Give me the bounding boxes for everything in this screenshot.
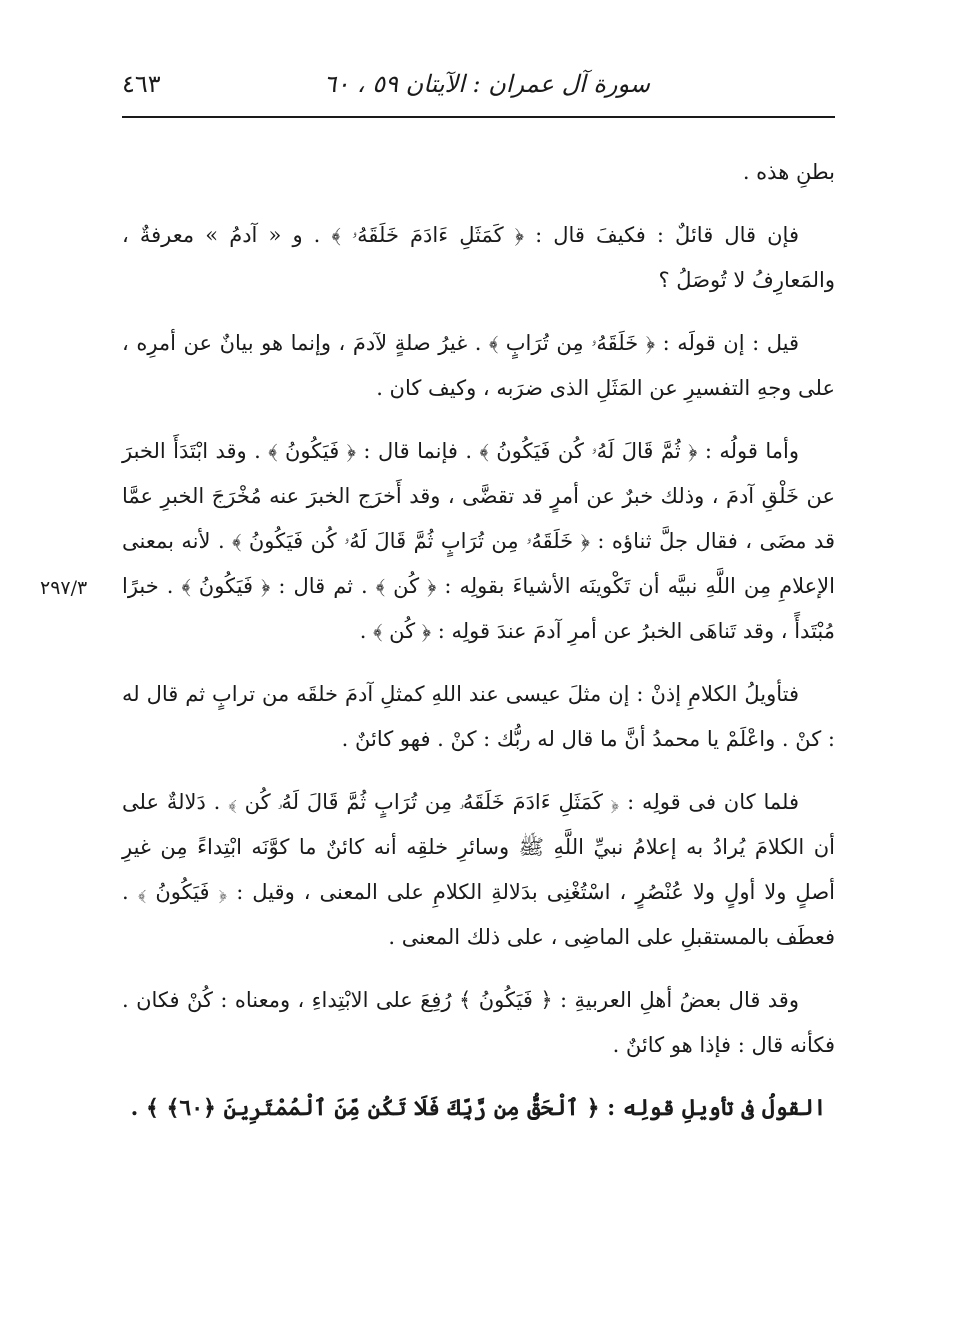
running-title: سورة آل عمران : الآيتان ٥٩ ، ٦٠ <box>323 70 650 98</box>
header-rule <box>122 116 835 118</box>
page-number: ٤٦٣ <box>122 70 161 98</box>
paragraph-7: وقد قال بعضُ أهلِ العربيةِ : ﴿ فَيَكُونُ ﴾ رُفِعَ على الابْتِداءِ ، ومعناه : كُنْ فكان . فكأنه قال : فإذا هو كائنٌ . <box>122 988 835 1057</box>
section-heading: القولُ فى تأويلِ قولِه : ﴿ ٱلْحَقُّ مِن رَّبِّكَ فَلَا تَكُن مِّنَ ٱلْمُمْتَرِينَ ﴿٦٠﴾ ﴾ . <box>130 1095 827 1121</box>
page-header <box>122 70 835 100</box>
paragraph-4: وأما قولُه : ﴿ ثُمَّ قَالَ لَهُۥ كُن فَيَكُونُ ﴾ . فإنما قال : ﴿ فَيَكُونُ ﴾ . وقد ابْتَدَأَ الخبرَ عن خَلْقِ آدمَ ، وذلك خبرٌ عن أمرٍ قد تقضَّى ، وقد أَخرَج الخبرَ عنه مُخْرَجَ الخبرِ عمَّا قد مضَى ، فقال جلَّ ثناؤه : ﴿ خَلَقَهُۥ مِن تُرَابٍ ثُمَّ قَالَ لَهُۥ كُن فَيَكُونُ ﴾ . لأنه بمعنى الإعلامِ مِن اللَّهِ نبيَّه أن تَكْوينَه الأشياءَ بقولِه : ﴿ كُن ﴾ . ثم قال : ﴿ فَيَكُونُ ﴾ . خبرًا مُبْتَدأً ، وقد تَناهَى الخبرُ عن أمرِ آدمَ عندَ قولِه : ﴿ كُن ﴾ . <box>122 439 835 643</box>
page-body <box>122 150 835 1149</box>
paragraph-3: قيل : إن قولَه : ﴿ خَلَقَهُۥ مِن تُرَابٍ ﴾ . غيرُ صلةٍ لآدمَ ، وإنما هو بيانٌ عن أمرِه ، على وجهِ التفسيرِ عن المَثَلِ الذى ضرَبه ، وكيف كان . <box>122 331 835 400</box>
paragraph-5: فتأويلُ الكلامِ إذنْ : إن مثلَ عيسى عند اللهِ كمثلِ آدمَ خلقَه من ترابٍ ثم قال له : كنْ . واعْلَمْ يا محمدُ أنَّ ما قال له ربُّك : كنْ . فهو كائنٌ . <box>122 682 835 751</box>
paragraph-2: فإن قال قائلٌ : فكيفَ قال : ﴿ كَمَثَلِ ءَادَمَ خَلَقَهُۥ ﴾ . و « آدمُ » معرفةٌ ، والمَعارِفُ لا تُوصَلُ ؟ <box>122 223 835 292</box>
paragraph-6: فلما كان فى قولِه : ﴿ كَمَثَلِ ءَادَمَ خَلَقَهُۥ مِن تُرَابٍ ثُمَّ قَالَ لَهُۥ كُن ﴾ . دَلالةٌ على أن الكلامَ يُرادُ به إعلامُ نبيِّ اللَّهِ ﷺ وسائرِ خلقِه أنه كائنٌ ما كوَّنَه ابْتِداءً مِن غيرِ أصلٍ ولا أولٍ ولا عُنْصُرٍ ، اسْتُغْنِى بدَلالةِ الكلامِ على المعنى ، وقيل : ﴿ فَيَكُونُ ﴾ . فعطَف بالمستقبلِ على الماضِى ، على ذلك المعنى . <box>122 790 835 949</box>
margin-reference: ٢٩٧/٣ <box>40 577 88 599</box>
paragraph-1: بطنِ هذه . <box>742 160 835 184</box>
